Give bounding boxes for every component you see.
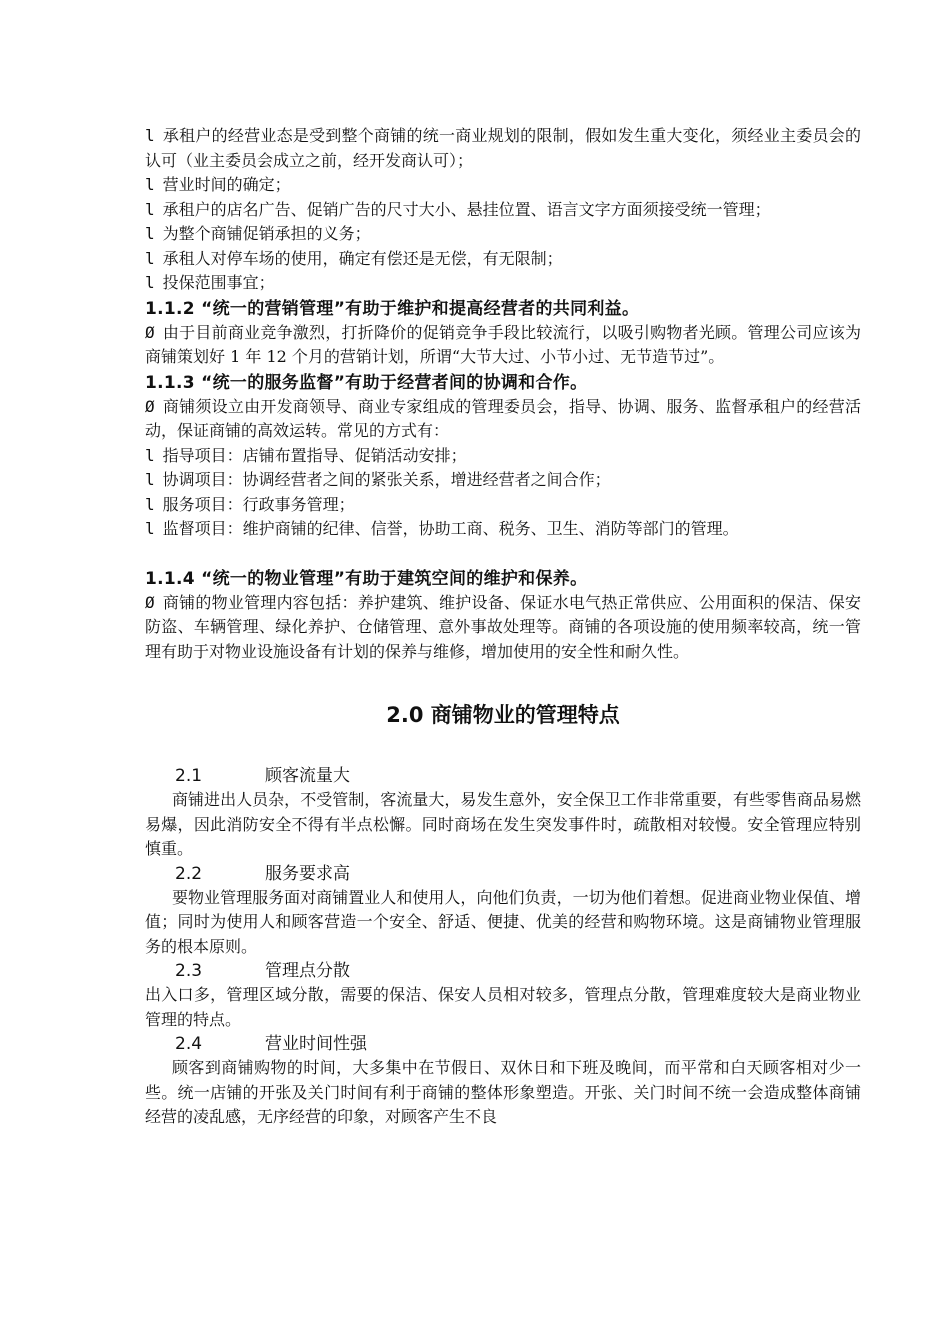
arrow-icon: Ø <box>145 592 155 612</box>
bullet-icon: l <box>145 273 155 292</box>
list-item: l 指导项目：店铺布置指导、促销活动安排； <box>145 445 467 465</box>
list-item: l 协调项目：协调经营者之间的紧张关系，增进经营者之间合作； <box>145 470 611 489</box>
arrow-icon: Ø <box>145 322 155 342</box>
list-item: l 服务项目：行政事务管理； <box>145 494 355 514</box>
paragraph-2-4: 顾客到商铺购物的时间，大多集中在节假日、双休日和下班及晚间，而平常和白天顾客相对少一些。统一店铺的开张及关门时间有利于商铺的整体形象塑造。开张、关门时间不统一会造成整体商铺经营的凌乱感，无序经营的印象，对顾客产生不良 <box>145 1058 861 1126</box>
list-item: l 承租户的店名广告、促销广告的尺寸大小、悬挂位置、语言文字方面须接受统一管理； <box>145 199 771 219</box>
list-item: l 承租户的经营业态是受到整个商铺的统一商业规划的限制，假如发生重大变化，须经业主委员会的认可（业主委员会成立之前，经开发商认可）； <box>145 126 861 170</box>
bullet-icon: l <box>145 126 155 145</box>
list-item: l 监督项目：维护商铺的纪律、信誉，协助工商、税务、卫生、消防等部门的管理。 <box>145 519 739 538</box>
heading-1-1-3: 1.1.3 “统一的服务监督”有助于经营者间的协调和合作。 <box>145 372 588 393</box>
paragraph-1-1-4: Ø 商铺的物业管理内容包括：养护建筑、维护设备、保证水电气热正常供应、公用面积的保洁、保安防盗、车辆管理、绿化养护、仓储管理、意外事故处理等。商铺的各项设施的使用频率较高，统一管理有助于对物业设施设备有计划的保养与维修，增加使用的安全性和耐久性。 <box>145 592 861 661</box>
bullet-icon: l <box>145 519 155 538</box>
section-title-2-0: 2.0 商铺物业的管理特点 <box>386 703 620 727</box>
list-item: l 投保范围事宜； <box>145 273 275 292</box>
heading-1-1-4: 1.1.4 “统一的物业管理”有助于建筑空间的维护和保养。 <box>145 568 588 589</box>
heading-1-1-2: 1.1.2 “统一的营销管理”有助于维护和提高经营者的共同利益。 <box>145 298 640 319</box>
subsection-heading-2-2: 2.2 服务要求高 <box>175 863 350 884</box>
blank-line <box>145 542 861 566</box>
bullet-icon: l <box>145 494 155 514</box>
subsection-heading-2-4: 2.4 营业时间性强 <box>175 1034 367 1054</box>
list-item: l 营业时间的确定； <box>145 175 291 194</box>
list-item: l 承租人对停车场的使用，确定有偿还是无偿，有无限制； <box>145 248 563 268</box>
paragraph-2-1: 商铺进出人员杂，不受管制，客流量大，易发生意外，安全保卫工作非常重要，有些零售商品易燃易爆，因此消防安全不得有半点松懈。同时商场在发生突发事件时，疏散相对较慢。安全管理应特别慎重。 <box>145 790 861 858</box>
bullet-icon: l <box>145 248 155 268</box>
list-item: l 为整个商铺促销承担的义务； <box>145 224 371 243</box>
paragraph-2-3: 出入口多，管理区域分散，需要的保洁、保安人员相对较多，管理点分散，管理难度较大是商业物业管理的特点。 <box>145 985 861 1029</box>
paragraph-2-2: 要物业管理服务面对商铺置业人和使用人，向他们负责，一切为他们着想。促进商业物业保值、增值；同时为使用人和顾客营造一个安全、舒适、便捷、优美的经营和购物环境。这是商铺物业管理服务的根本原则。 <box>145 887 861 956</box>
bullet-icon: l <box>145 445 155 465</box>
bullet-icon: l <box>145 224 155 243</box>
subsection-heading-2-3: 2.3 管理点分散 <box>175 961 350 981</box>
arrow-icon: Ø <box>145 396 155 416</box>
subsection-heading-2-1: 2.1 顾客流量大 <box>175 766 350 786</box>
document-page <box>145 124 861 1130</box>
paragraph-1-1-3: Ø 商铺须设立由开发商领导、商业专家组成的管理委员会，指导、协调、服务、监督承租户的经营活动，保证商铺的高效运转。常见的方式有： <box>145 396 861 440</box>
bullet-icon: l <box>145 470 155 489</box>
bullet-icon: l <box>145 175 155 194</box>
paragraph-1-1-2: Ø 由于目前商业竞争激烈，打折降价的促销竞争手段比较流行，以吸引购物者光顾。管理公司应该为商铺策划好 1 年 12 个月的营销计划，所谓“大节大过、小节小过、无节造节过”。 <box>145 322 861 366</box>
bullet-icon: l <box>145 199 155 219</box>
